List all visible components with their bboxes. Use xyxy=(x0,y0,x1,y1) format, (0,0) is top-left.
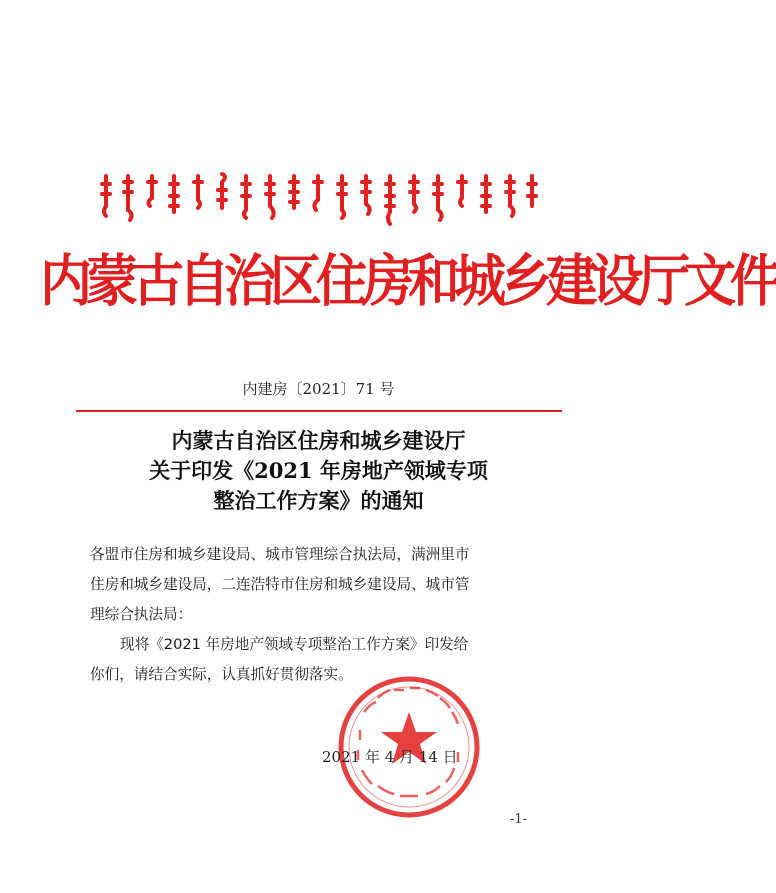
red-divider-rule xyxy=(76,410,562,412)
notice-title-line: 关于印发《2021 年房地产领域专项 xyxy=(149,458,488,483)
body-text xyxy=(90,540,560,690)
mongolian-script-heading xyxy=(98,170,538,232)
notice-title-line: 内蒙古自治区住房和城乡建设厅 xyxy=(171,428,466,453)
notice-title-line: 整治工作方案》的通知 xyxy=(213,488,424,513)
body-paragraph-line: 你们，请结合实际，认真抓好贯彻落实。 xyxy=(90,666,353,683)
issue-date: 2021 年 4 月 14 日 xyxy=(322,748,458,766)
recipients-line: 理综合执法局： xyxy=(90,606,193,623)
recipients-line: 住房和城乡建设局，二连浩特市住房和城乡建设局、城市管 xyxy=(90,576,470,593)
body-paragraph-line: 现将《2021 年房地产领域专项整治工作方案》印发给 xyxy=(120,636,469,653)
recipients-line: 各盟市住房和城乡建设局、城市管理综合执法局，满洲里市 xyxy=(90,546,470,563)
notice-title xyxy=(0,426,637,516)
page-number: -1- xyxy=(510,812,528,827)
mongolian-script-graphic xyxy=(98,170,538,232)
document-number: 内建房〔2021〕71 号 xyxy=(242,380,395,398)
issuer-title: 内蒙古自治区住房和城乡建设厅文件 xyxy=(40,251,776,314)
